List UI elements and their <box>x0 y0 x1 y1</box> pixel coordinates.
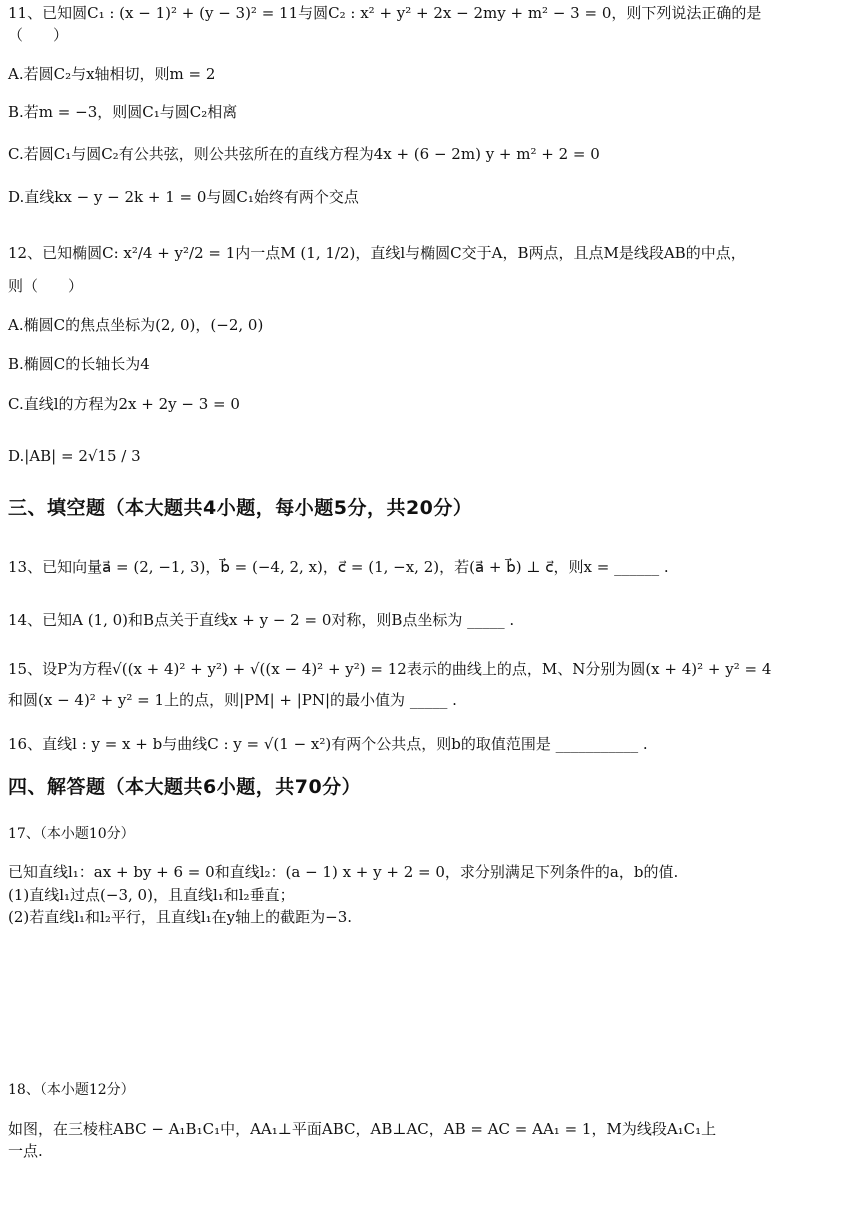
q18-line2: 一点. <box>8 1142 43 1160</box>
q11-option-b: B.若m = −3，则圆C₁与圆C₂相离 <box>8 103 238 121</box>
section-4-heading: 四、解答题（本大题共6小题，共70分） <box>8 776 362 798</box>
q12-option-b: B.椭圆C的长轴长为4 <box>8 355 150 373</box>
q12-option-c: C.直线l的方程为2x + 2y − 3 = 0 <box>8 395 240 413</box>
q14-text: 14、已知A (1, 0)和B点关于直线x + y − 2 = 0对称，则B点坐标为 _____ . <box>8 611 515 629</box>
q17-line3: (2)若直线l₁和l₂平行，且直线l₁在y轴上的截距为−3. <box>8 908 353 926</box>
q11-option-d: D.直线kx − y − 2k + 1 = 0与圆C₁始终有两个交点 <box>8 188 359 206</box>
q13-text: 13、已知向量a⃗ = (2, −1, 3)，b⃗ = (−4, 2, x)，c⃗ = (1, −x, 2)，若(a⃗ + b⃗) ⊥ c⃗，则x = ______ . <box>8 558 669 576</box>
q11-option-a: A.若圆C₂与x轴相切，则m = 2 <box>8 65 216 83</box>
q12-option-d: D.|AB| = 2√15 / 3 <box>8 447 141 465</box>
q17-line1: 已知直线l₁：ax + by + 6 = 0和直线l₂：(a − 1) x + y + 2 = 0，求分别满足下列条件的a，b的值. <box>8 863 679 881</box>
q12-stem: 12、已知椭圆C: x²/4 + y²/2 = 1内一点M (1, 1/2)，直线l与椭圆C交于A，B两点，且点M是线段AB的中点， <box>8 244 746 262</box>
q11-option-c: C.若圆C₁与圆C₂有公共弦，则公共弦所在的直线方程为4x + (6 − 2m) y + m² + 2 = 0 <box>8 145 600 163</box>
q11-stem: 11、已知圆C₁ : (x − 1)² + (y − 3)² = 11与圆C₂ : x² + y² + 2x − 2my + m² − 3 = 0，则下列说法正确的是 <box>8 4 762 22</box>
q15-line1: 15、设P为方程√((x + 4)² + y²) + √((x − 4)² + y²) = 12表示的曲线上的点，M、N分别为圆(x + 4)² + y² = 4 <box>8 660 772 678</box>
q17-heading: 17、（本小题10分） <box>8 826 135 842</box>
q12-paren: 则（ ） <box>8 277 84 295</box>
section-3-heading: 三、填空题（本大题共4小题，每小题5分，共20分） <box>8 497 473 519</box>
q17-line2: (1)直线l₁过点(−3, 0)，且直线l₁和l₂垂直； <box>8 886 295 904</box>
q16-text: 16、直线l : y = x + b与曲线C : y = √(1 − x²)有两个公共点，则b的取值范围是 ___________ . <box>8 735 648 753</box>
q18-line1: 如图，在三棱柱ABC − A₁B₁C₁中，AA₁⊥平面ABC，AB⊥AC，AB = AC = AA₁ = 1，M为线段A₁C₁上 <box>8 1120 717 1138</box>
q15-line2: 和圆(x − 4)² + y² = 1上的点，则|PM| + |PN|的最小值为 _____ . <box>8 691 457 709</box>
q18-heading: 18、（本小题12分） <box>8 1082 135 1098</box>
q12-option-a: A.椭圆C的焦点坐标为(2, 0)，(−2, 0) <box>8 316 264 334</box>
q11-paren: （ ） <box>8 26 69 44</box>
